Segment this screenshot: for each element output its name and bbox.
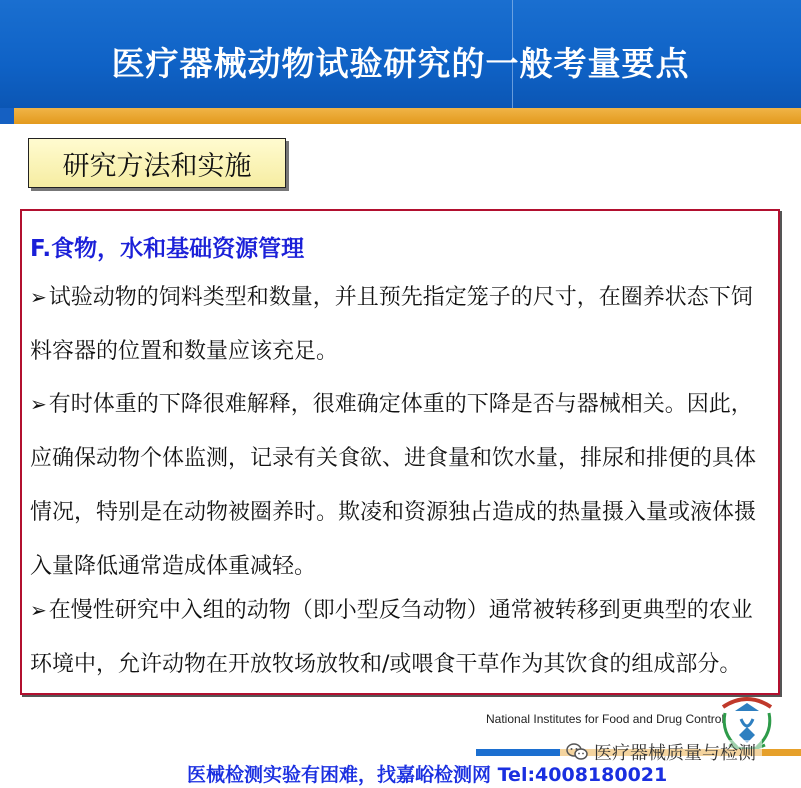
header-bar	[0, 0, 801, 108]
header-accent-band	[0, 108, 801, 124]
wechat-label: 医疗器械质量与检测	[594, 743, 756, 764]
paragraph-2	[30, 377, 770, 594]
arrow-bullet-icon: ➢	[30, 392, 47, 416]
institute-name: National Institutes for Food and Drug Control	[486, 712, 725, 726]
paragraph-3-text: 在慢性研究中入组的动物（即小型反刍动物）通常被转移到更典型的农业环境中，允许动物在开放牧场放牧和/或喂食干草作为其饮食的组成部分。	[30, 598, 753, 677]
arrow-bullet-icon: ➢	[30, 285, 47, 309]
paragraph-2-text: 有时体重的下降很难解释，很难确定体重的下降是否与器械相关。因此，应确保动物个体监测，记录有关食欲、进食量和饮水量，排尿和排便的具体情况，特别是在动物被圈养时。欺凌和资源独占造成的热量摄入量或液体摄入量降低通常造成体重减轻。	[30, 392, 757, 579]
footer-bar-blue	[476, 749, 560, 756]
contact-line: 医械检测实验有困难，找嘉峪检测网 Tel:4008180021	[187, 764, 668, 786]
arrow-bullet-icon: ➢	[30, 598, 47, 622]
section-heading: F.食物，水和基础资源管理	[30, 236, 305, 262]
paragraph-1-text: 试验动物的饲料类型和数量，并且预先指定笼子的尺寸，在圈养状态下饲料容器的位置和数量应该充足。	[30, 285, 753, 364]
section-label: 研究方法和实施	[28, 138, 286, 188]
header-accent-corner	[0, 108, 14, 124]
paragraph-1	[30, 270, 770, 379]
page-title: 医疗器械动物试验研究的一般考量要点	[111, 44, 690, 83]
paragraph-3	[30, 583, 770, 692]
wechat-icon	[566, 743, 588, 761]
